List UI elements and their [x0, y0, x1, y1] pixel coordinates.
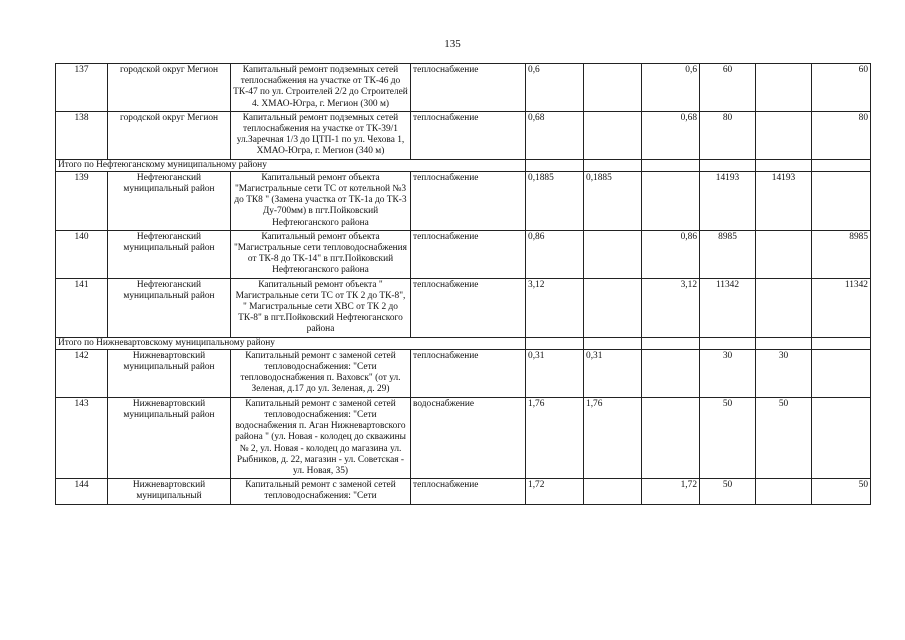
- row-number-cell: 144: [56, 479, 108, 504]
- utility-type-cell: теплоснабжение: [411, 349, 526, 397]
- subtotal-label: Итого по Нижневартовскому муниципальному району: [56, 337, 526, 349]
- value-cell-4: 14193: [700, 171, 756, 230]
- row-number-cell: 138: [56, 111, 108, 159]
- utility-type-cell: теплоснабжение: [411, 479, 526, 504]
- subtotal-row: [56, 159, 871, 171]
- value-cell-1: 0,86: [526, 230, 584, 278]
- table-body: [56, 64, 871, 505]
- municipality-cell: Нижневартовский муниципальный район: [108, 349, 231, 397]
- value-cell-3: 0,68: [642, 111, 700, 159]
- value-cell-1: 0,68: [526, 111, 584, 159]
- utility-type-cell: теплоснабжение: [411, 278, 526, 337]
- municipality-cell: Нижневартовский муниципальный: [108, 479, 231, 504]
- value-cell-6: 50: [812, 479, 871, 504]
- row-number-cell: 137: [56, 64, 108, 112]
- row-number-cell: 143: [56, 397, 108, 478]
- subtotal-empty-cell: [584, 159, 642, 171]
- value-cell-1: 3,12: [526, 278, 584, 337]
- value-cell-2: [584, 64, 642, 112]
- value-cell-4: 60: [700, 64, 756, 112]
- value-cell-4: 8985: [700, 230, 756, 278]
- value-cell-4: 11342: [700, 278, 756, 337]
- municipality-cell: Нефтеюганский муниципальный район: [108, 171, 231, 230]
- subtotal-empty-cell: [812, 337, 871, 349]
- subtotal-empty-cell: [642, 159, 700, 171]
- value-cell-1: 1,76: [526, 397, 584, 478]
- municipality-cell: Нефтеюганский муниципальный район: [108, 278, 231, 337]
- subtotal-empty-cell: [526, 159, 584, 171]
- subtotal-empty-cell: [756, 337, 812, 349]
- subtotal-empty-cell: [812, 159, 871, 171]
- value-cell-2: [584, 479, 642, 504]
- subtotal-label: Итого по Нефтеюганскому муниципальному району: [56, 159, 526, 171]
- row-number-cell: 140: [56, 230, 108, 278]
- value-cell-6: [812, 349, 871, 397]
- page-number: 135: [444, 38, 461, 50]
- value-cell-5: [756, 278, 812, 337]
- value-cell-1: 1,72: [526, 479, 584, 504]
- value-cell-4: 50: [700, 479, 756, 504]
- table-row: [56, 111, 871, 159]
- value-cell-3: [642, 171, 700, 230]
- value-cell-2: 1,76: [584, 397, 642, 478]
- value-cell-2: 0,31: [584, 349, 642, 397]
- description-cell: Капитальный ремонт объекта "Магистральные сети тепловодоснабжения от ТК-8 до ТК-14" в пгт.Пойковский Нефтеюганского района: [231, 230, 411, 278]
- utility-type-cell: теплоснабжение: [411, 64, 526, 112]
- value-cell-5: 14193: [756, 171, 812, 230]
- value-cell-2: 0,1885: [584, 171, 642, 230]
- subtotal-empty-cell: [756, 159, 812, 171]
- value-cell-3: 1,72: [642, 479, 700, 504]
- value-cell-6: 80: [812, 111, 871, 159]
- subtotal-row: [56, 337, 871, 349]
- municipality-cell: Нижневартовский муниципальный район: [108, 397, 231, 478]
- utility-type-cell: водоснабжение: [411, 397, 526, 478]
- utility-type-cell: теплоснабжение: [411, 111, 526, 159]
- value-cell-6: [812, 397, 871, 478]
- value-cell-2: [584, 278, 642, 337]
- row-number-cell: 139: [56, 171, 108, 230]
- row-number-cell: 141: [56, 278, 108, 337]
- description-cell: Капитальный ремонт с заменой сетей тепловодоснабжения: "Сети: [231, 479, 411, 504]
- value-cell-1: 0,31: [526, 349, 584, 397]
- municipality-cell: городской округ Мегион: [108, 64, 231, 112]
- subtotal-empty-cell: [584, 337, 642, 349]
- table-row: [56, 479, 871, 504]
- value-cell-5: [756, 479, 812, 504]
- value-cell-2: [584, 230, 642, 278]
- value-cell-3: 0,6: [642, 64, 700, 112]
- row-number-cell: 142: [56, 349, 108, 397]
- description-cell: Капитальный ремонт объекта " Магистральные сети ТС от ТК 2 до ТК-8", " Магистральные сети ХВС от ТК 2 до ТК-8" в пгт.Пойковский Нефтеюганского района: [231, 278, 411, 337]
- value-cell-3: [642, 349, 700, 397]
- municipality-cell: городской округ Мегион: [108, 111, 231, 159]
- table-row: [56, 64, 871, 112]
- value-cell-5: [756, 230, 812, 278]
- description-cell: Капитальный ремонт подземных сетей теплоснабжения на участке от ТК-46 до ТК-47 по ул. Строителей 2/2 до Строителей 4. ХМАО-Югра, г. Мегион (300 м): [231, 64, 411, 112]
- utility-type-cell: теплоснабжение: [411, 171, 526, 230]
- subtotal-empty-cell: [642, 337, 700, 349]
- program-table: [55, 63, 871, 505]
- table-row: [56, 278, 871, 337]
- value-cell-4: 80: [700, 111, 756, 159]
- value-cell-3: 0,86: [642, 230, 700, 278]
- value-cell-4: 50: [700, 397, 756, 478]
- subtotal-empty-cell: [700, 159, 756, 171]
- value-cell-3: 3,12: [642, 278, 700, 337]
- value-cell-3: [642, 397, 700, 478]
- municipality-cell: Нефтеюганский муниципальный район: [108, 230, 231, 278]
- value-cell-4: 30: [700, 349, 756, 397]
- value-cell-1: 0,6: [526, 64, 584, 112]
- value-cell-5: 30: [756, 349, 812, 397]
- value-cell-5: [756, 111, 812, 159]
- value-cell-5: [756, 64, 812, 112]
- table-row: [56, 397, 871, 478]
- table-row: [56, 230, 871, 278]
- description-cell: Капитальный ремонт с заменой сетей тепловодоснабжения: "Сети тепловодоснабжения п. Ваховск" (от ул. Зеленая, д.17 до ул. Зеленая, д. 29): [231, 349, 411, 397]
- description-cell: Капитальный ремонт подземных сетей теплоснабжения на участке от ТК-39/1 ул.Заречная 1/3 до ЦТП-1 по ул. Чехова 1, ХМАО-Югра, г. Мегион (340 м): [231, 111, 411, 159]
- table-row: [56, 349, 871, 397]
- table-row: [56, 171, 871, 230]
- value-cell-6: 8985: [812, 230, 871, 278]
- value-cell-5: 50: [756, 397, 812, 478]
- subtotal-empty-cell: [700, 337, 756, 349]
- value-cell-1: 0,1885: [526, 171, 584, 230]
- subtotal-empty-cell: [526, 337, 584, 349]
- description-cell: Капитальный ремонт объекта "Магистральные сети ТС от котельной №3 до ТК8 " (Замена участка от ТК-1а до ТК-3 Ду-700мм) в пгт.Пойковский Нефтеюганского района: [231, 171, 411, 230]
- value-cell-6: [812, 171, 871, 230]
- value-cell-6: 60: [812, 64, 871, 112]
- value-cell-6: 11342: [812, 278, 871, 337]
- description-cell: Капитальный ремонт с заменой сетей тепловодоснабжения: "Сети водоснабжения п. Аган Нижневартовского района " (ул. Новая - колодец до скважины № 2, ул. Новая - колодец до магазина ул. Рыбников, д. 22, магазин - ул. Советская - ул. Новая, 35): [231, 397, 411, 478]
- utility-type-cell: теплоснабжение: [411, 230, 526, 278]
- value-cell-2: [584, 111, 642, 159]
